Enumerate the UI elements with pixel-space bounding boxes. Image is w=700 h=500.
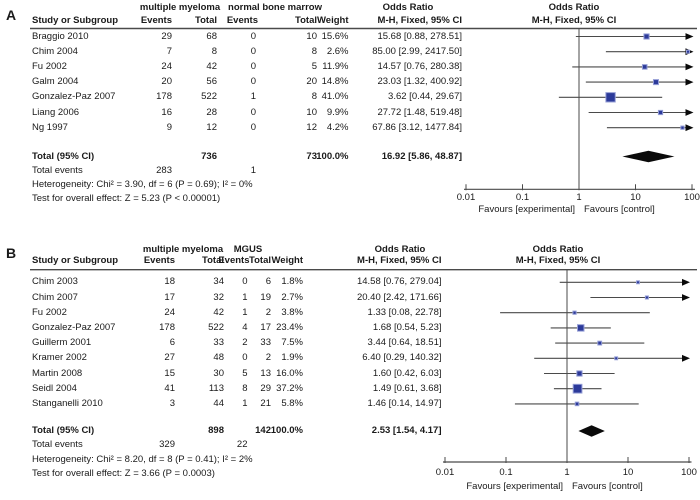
ci-arrowhead [682, 294, 690, 301]
study-or-ci-text: 3.62 [0.44, 29.67] [388, 91, 462, 103]
study-total-exp: 522 [208, 321, 224, 333]
study-or-ci-text: 14.57 [0.76, 280.38] [377, 60, 462, 72]
total-label: Total (95% CI) [32, 150, 95, 162]
study-name: Chim 2007 [32, 291, 78, 303]
experimental-group-header: multiple myeloma [139, 1, 221, 13]
total-events-label: Total events [32, 439, 83, 451]
study-events-exp: 18 [164, 276, 175, 288]
col-header-total-exp: Total [202, 255, 224, 267]
study-name: Liang 2006 [32, 106, 80, 118]
panel-label: B [6, 245, 17, 261]
total-exp: 736 [201, 150, 217, 162]
study-total-exp: 56 [206, 76, 217, 88]
study-events-exp: 16 [161, 106, 172, 118]
study-name: Guillerm 2001 [32, 337, 92, 349]
study-name: Fu 2002 [32, 60, 67, 72]
or-square-marker [653, 80, 658, 85]
total-or-ci-text: 16.92 [5.86, 48.87] [381, 150, 462, 162]
study-total-ctrl: 8 [311, 91, 317, 103]
study-total-ctrl: 13 [260, 367, 271, 379]
study-name: Gonzalez-Paz 2007 [32, 321, 116, 333]
total-exp: 898 [208, 425, 224, 436]
study-events-ctrl: 2 [242, 337, 248, 349]
study-weight: 7.5% [281, 337, 303, 349]
study-events-exp: 41 [164, 382, 175, 394]
total-ctrl: 142 [255, 425, 271, 436]
study-events-ctrl: 8 [242, 382, 248, 394]
study-or-ci-text: 6.40 [0.29, 140.32] [362, 352, 442, 364]
study-events-ctrl: 1 [242, 291, 248, 303]
study-events-ctrl: 0 [250, 30, 256, 42]
plot-column-title: Odds Ratio [548, 1, 600, 13]
col-header-method: M-H, Fixed, 95% CI [377, 14, 462, 26]
study-name: Ng 1997 [32, 121, 68, 133]
study-events-exp: 7 [166, 45, 172, 57]
study-or-ci-text: 20.40 [2.42, 171.66] [356, 291, 442, 303]
heterogeneity-text: Heterogeneity: Chi² = 3.90, df = 6 (P = 0.69); I² = 0% [32, 179, 253, 190]
study-total-ctrl: 29 [260, 382, 271, 394]
col-header-weight-total: Total [295, 14, 317, 26]
study-events-ctrl: 5 [242, 367, 248, 379]
study-total-exp: 42 [206, 60, 217, 72]
study-events-ctrl: 0 [250, 60, 256, 72]
axis-tick-label: 100 [684, 191, 700, 203]
study-total-ctrl: 2 [265, 306, 271, 318]
study-or-ci-text: 1.46 [0.14, 14.97] [367, 397, 442, 409]
study-name: Martin 2008 [32, 367, 83, 379]
axis-tick-label: 0.01 [456, 191, 476, 203]
or-square-marker [644, 34, 649, 39]
total-or-ci-text: 2.53 [1.54, 4.17] [371, 425, 442, 436]
study-weight: 1.8% [281, 276, 303, 288]
study-events-ctrl: 0 [250, 106, 256, 118]
panel-label: A [6, 7, 17, 23]
study-total-exp: 8 [211, 45, 217, 57]
axis-tick-label: 1 [576, 191, 582, 203]
or-square-marker [615, 357, 618, 360]
study-events-exp: 20 [161, 76, 172, 88]
study-weight: 16.0% [276, 367, 303, 379]
study-weight: 2.7% [281, 291, 303, 303]
summary-diamond [622, 151, 674, 163]
ci-arrowhead [686, 124, 694, 131]
study-weight: 14.8% [321, 76, 349, 88]
axis-tick-label: 10 [630, 191, 641, 203]
study-total-exp: 30 [213, 367, 224, 379]
study-or-ci-text: 1.49 [0.61, 3.68] [372, 382, 442, 394]
study-events-exp: 15 [164, 367, 175, 379]
col-header-events-exp: Events [140, 14, 172, 26]
total-events-exp: 283 [156, 164, 172, 176]
favours-control-label: Favours [control] [584, 204, 655, 215]
study-or-ci-text: 1.33 [0.08, 22.78] [367, 306, 442, 318]
study-total-exp: 32 [213, 291, 224, 303]
study-total-exp: 12 [206, 121, 217, 133]
axis-tick-label: 0.01 [435, 466, 455, 478]
or-square-marker [686, 50, 689, 53]
overall-effect-text: Test for overall effect: Z = 5.23 (P < 0.00001) [32, 193, 221, 204]
axis-tick-label: 0.1 [499, 466, 513, 478]
study-total-ctrl: 19 [260, 291, 271, 303]
or-square-marker [658, 110, 662, 114]
study-weight: 3.8% [281, 306, 303, 318]
study-total-exp: 34 [213, 276, 224, 288]
study-total-ctrl: 33 [260, 337, 271, 349]
study-total-ctrl: 20 [306, 76, 317, 88]
ci-arrowhead [686, 33, 694, 40]
study-name: Chim 2004 [32, 45, 78, 57]
study-name: Chim 2003 [32, 276, 78, 288]
experimental-group-header: multiple myeloma [142, 244, 224, 255]
col-header-study: Study or Subgroup [32, 255, 119, 267]
study-events-exp: 6 [169, 337, 175, 349]
study-weight: 15.6% [321, 30, 349, 42]
study-events-exp: 29 [161, 30, 172, 42]
col-header-weight: Weight [317, 14, 349, 26]
total-events-ctrl: 22 [236, 439, 248, 451]
study-weight: 37.2% [276, 382, 303, 394]
study-or-ci-text: 14.58 [0.76, 279.04] [356, 276, 442, 288]
axis-tick-label: 100 [681, 466, 697, 478]
total-events-ctrl: 1 [250, 164, 256, 176]
study-events-ctrl: 0 [250, 121, 256, 133]
study-name: Gonzalez-Paz 2007 [32, 91, 116, 103]
study-events-ctrl: 1 [242, 397, 248, 409]
control-group-header: normal bone marrow [228, 1, 322, 13]
or-square-marker [578, 325, 584, 331]
col-header-study: Study or Subgroup [32, 14, 119, 26]
study-events-exp: 24 [161, 60, 172, 72]
study-events-exp: 17 [164, 291, 175, 303]
study-total-exp: 33 [213, 337, 224, 349]
plot-column-title: Odds Ratio [532, 244, 584, 255]
col-header-weight-total: Total [249, 255, 271, 267]
or-square-marker [575, 402, 579, 406]
study-or-ci-text: 1.60 [0.42, 6.03] [372, 367, 442, 379]
study-or-ci-text: 85.00 [2.99, 2417.50] [372, 45, 462, 57]
study-or-ci-text: 67.86 [3.12, 1477.84] [372, 121, 462, 133]
study-events-ctrl: 1 [250, 91, 256, 103]
total-events-label: Total events [32, 164, 83, 176]
study-weight: 23.4% [276, 321, 303, 333]
study-weight: 4.2% [326, 121, 349, 133]
col-header-events-ctrl: Events [218, 255, 250, 267]
study-total-ctrl: 12 [306, 121, 317, 133]
study-weight: 11.9% [322, 60, 349, 72]
study-total-exp: 113 [208, 382, 224, 394]
study-name: Fu 2002 [32, 306, 67, 318]
study-name: Stanganelli 2010 [32, 397, 103, 409]
col-header-total-exp: Total [195, 14, 217, 26]
axis-tick-label: 1 [564, 466, 570, 478]
study-events-exp: 3 [169, 397, 175, 409]
total-label: Total (95% CI) [32, 425, 95, 436]
overall-effect-text: Test for overall effect: Z = 3.66 (P = 0.0003) [32, 467, 215, 479]
control-group-header: MGUS [233, 244, 263, 255]
or-square-marker [637, 281, 640, 284]
study-total-ctrl: 17 [260, 321, 271, 333]
or-column-title: Odds Ratio [382, 1, 434, 13]
study-total-exp: 42 [213, 306, 224, 318]
study-total-ctrl: 21 [260, 397, 271, 409]
study-total-exp: 48 [213, 352, 224, 364]
study-events-exp: 178 [156, 91, 172, 103]
study-or-ci-text: 15.68 [0.88, 278.51] [377, 30, 462, 42]
study-or-ci-text: 27.72 [1.48, 519.48] [377, 106, 462, 118]
or-square-marker [598, 341, 602, 345]
study-total-ctrl: 8 [311, 45, 317, 57]
study-name: Braggio 2010 [32, 30, 89, 42]
axis-tick-label: 10 [622, 466, 634, 478]
ci-arrowhead [682, 279, 690, 286]
or-square-marker [645, 296, 648, 299]
study-or-ci-text: 1.68 [0.54, 5.23] [372, 321, 442, 333]
total-weight: 100.0% [270, 425, 303, 436]
study-events-exp: 27 [164, 352, 175, 364]
study-weight: 5.8% [281, 397, 303, 409]
favours-experimental-label: Favours [experimental] [478, 204, 575, 215]
study-events-exp: 24 [164, 306, 175, 318]
study-weight: 2.6% [326, 45, 349, 57]
or-square-marker [573, 384, 582, 393]
col-header-method: M-H, Fixed, 95% CI [357, 255, 442, 267]
study-total-exp: 522 [201, 91, 217, 103]
study-events-ctrl: 0 [250, 76, 256, 88]
study-weight: 41.0% [321, 91, 349, 103]
ci-arrowhead [686, 64, 694, 71]
study-weight: 1.9% [281, 352, 303, 364]
plot-header-method: M-H, Fixed, 95% CI [531, 14, 617, 26]
or-square-marker [642, 65, 647, 70]
study-total-exp: 68 [206, 30, 217, 42]
study-total-ctrl: 5 [311, 60, 317, 72]
ci-arrowhead [686, 79, 694, 86]
col-header-events-exp: Events [143, 255, 175, 267]
study-weight: 9.9% [326, 106, 349, 118]
total-weight: 100.0% [316, 150, 349, 162]
study-events-ctrl: 0 [242, 276, 248, 288]
heterogeneity-text: Heterogeneity: Chi² = 8.20, df = 8 (P = 0.41); I² = 2% [32, 453, 253, 465]
plot-header-method: M-H, Fixed, 95% CI [515, 255, 601, 267]
total-ctrl: 73 [306, 150, 317, 162]
study-total-exp: 28 [206, 106, 217, 118]
summary-diamond [578, 425, 604, 437]
study-events-ctrl: 0 [250, 45, 256, 57]
study-events-exp: 9 [166, 121, 172, 133]
or-square-marker [577, 371, 582, 376]
or-square-marker [606, 93, 615, 102]
study-name: Galm 2004 [32, 76, 79, 88]
study-name: Kramer 2002 [32, 352, 87, 364]
favours-experimental-label: Favours [experimental] [466, 480, 563, 492]
col-header-events-ctrl: Events [226, 14, 258, 26]
ci-arrowhead [686, 109, 694, 116]
study-or-ci-text: 23.03 [1.32, 400.92] [377, 76, 462, 88]
study-name: Seidl 2004 [32, 382, 77, 394]
study-total-exp: 44 [213, 397, 224, 409]
col-header-weight: Weight [271, 255, 303, 267]
total-events-exp: 329 [159, 439, 175, 451]
study-events-ctrl: 1 [242, 306, 248, 318]
study-total-ctrl: 10 [306, 30, 317, 42]
or-square-marker [681, 126, 684, 129]
axis-tick-label: 0.1 [515, 191, 530, 203]
study-events-exp: 178 [159, 321, 175, 333]
favours-control-label: Favours [control] [572, 480, 643, 492]
study-total-ctrl: 10 [306, 106, 317, 118]
study-events-ctrl: 4 [242, 321, 248, 333]
study-or-ci-text: 3.44 [0.64, 18.51] [367, 337, 442, 349]
study-total-ctrl: 2 [265, 352, 271, 364]
study-events-ctrl: 0 [242, 352, 248, 364]
study-total-ctrl: 6 [265, 276, 271, 288]
or-column-title: Odds Ratio [374, 244, 426, 255]
ci-arrowhead [682, 355, 690, 362]
or-square-marker [573, 311, 576, 314]
